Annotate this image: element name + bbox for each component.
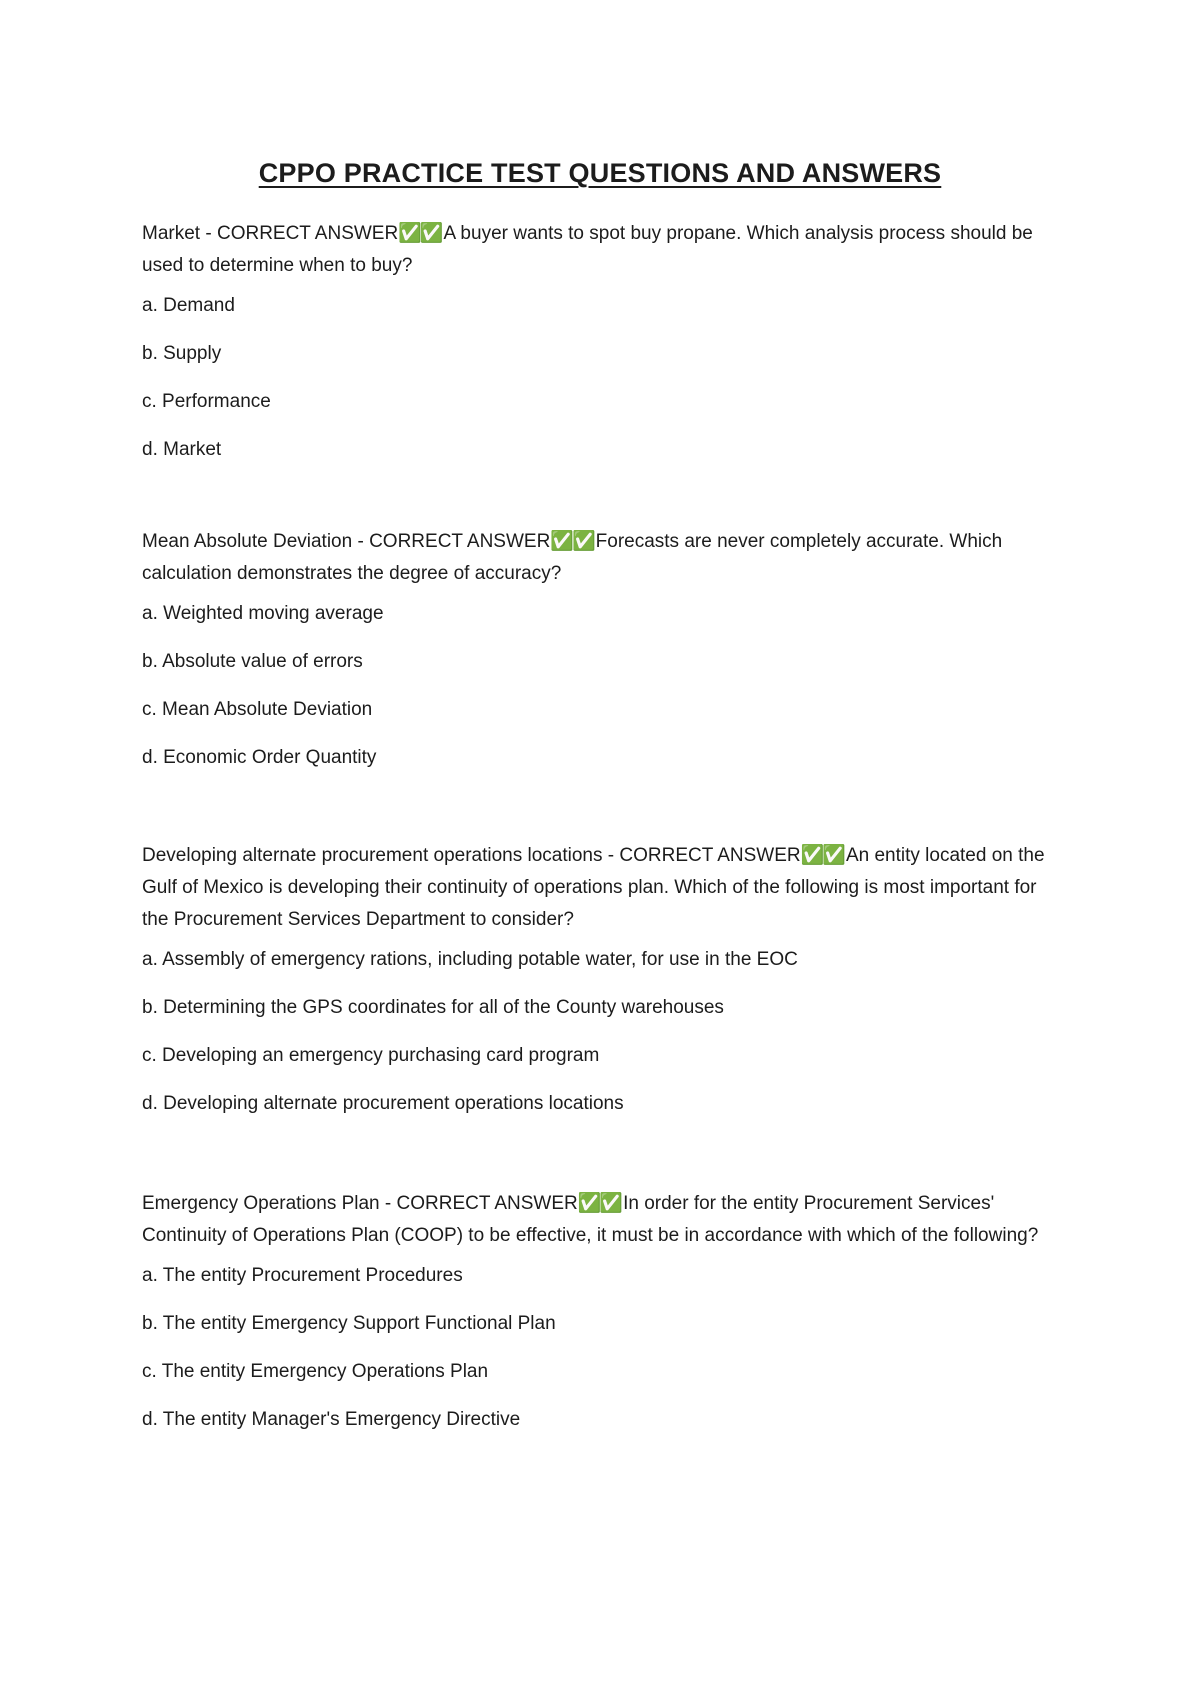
answer-option: a. Assembly of emergency rations, including potable water, for use in the EOC bbox=[142, 949, 798, 970]
answer-option: c. The entity Emergency Operations Plan bbox=[142, 1361, 489, 1382]
answer-option: b. Determining the GPS coordinates for all of the County warehouses bbox=[142, 997, 724, 1018]
question-prompt: A buyer wants to spot buy propane. Which analysis process should be used to determine when to buy? bbox=[142, 223, 1033, 276]
question-block bbox=[142, 1188, 1062, 1432]
correct-answer-marker: CORRECT ANSWER bbox=[216, 223, 399, 244]
correct-answer-term: Developing alternate procurement operations locations bbox=[142, 845, 603, 866]
checkmark-icon: ✅✅ bbox=[577, 1193, 622, 1214]
question-block bbox=[142, 526, 1062, 770]
correct-answer-marker: CORRECT ANSWER bbox=[369, 531, 551, 552]
correct-answer-term: Market bbox=[142, 223, 201, 244]
answer-option: b. Supply bbox=[142, 343, 222, 364]
document-title: CPPO PRACTICE TEST QUESTIONS AND ANSWERS bbox=[258, 158, 942, 188]
answer-option: a. Weighted moving average bbox=[142, 603, 384, 624]
answer-option: d. Market bbox=[142, 439, 222, 460]
answer-option: d. The entity Manager's Emergency Directive bbox=[142, 1409, 521, 1430]
answer-options bbox=[142, 1264, 1062, 1432]
question-text: Emergency Operations Plan - CORRECT ANSWER✅✅ In order for the entity Procurement Services' Continuity of Operations Plan (COOP) to be effective, it must be in accordance with which of the following? bbox=[142, 1193, 1039, 1246]
answer-option: c. Performance bbox=[142, 391, 271, 412]
correct-answer-marker: CORRECT ANSWER bbox=[619, 845, 801, 866]
answer-options bbox=[142, 294, 1062, 462]
correct-answer-term: Mean Absolute Deviation bbox=[142, 531, 353, 552]
question-prompt: An entity located on the Gulf of Mexico is developing their continuity of operations plan. Which of the following is most important for the Procurement Services Department to consider? bbox=[142, 845, 1045, 930]
answer-option: a. The entity Procurement Procedures bbox=[142, 1265, 463, 1286]
answer-option: b. The entity Emergency Support Functional Plan bbox=[142, 1313, 556, 1334]
checkmark-icon: ✅✅ bbox=[800, 845, 844, 866]
answer-option: d. Developing alternate procurement operations locations bbox=[142, 1093, 624, 1114]
question-prompt: In order for the entity Procurement Services' Continuity of Operations Plan (COOP) to be effective, it must be in accordance with which of the following? bbox=[142, 1193, 1039, 1246]
question-block bbox=[142, 218, 1062, 462]
question-block bbox=[142, 840, 1062, 1116]
answer-option: d. Economic Order Quantity bbox=[142, 747, 377, 768]
correct-answer-term: Emergency Operations Plan bbox=[142, 1193, 380, 1214]
question-prompt: Forecasts are never completely accurate. Which calculation demonstrates the degree of accuracy? bbox=[142, 531, 1003, 584]
checkmark-icon: ✅✅ bbox=[398, 223, 442, 244]
answer-option: c. Developing an emergency purchasing card program bbox=[142, 1045, 600, 1066]
correct-answer-marker: CORRECT ANSWER bbox=[396, 1193, 578, 1214]
answer-option: a. Demand bbox=[142, 295, 235, 316]
question-text: Mean Absolute Deviation - CORRECT ANSWER✅✅ Forecasts are never completely accurate. Which calculation demonstrates the degree of accuracy? bbox=[142, 531, 1003, 584]
question-list bbox=[142, 218, 1062, 1496]
answer-options bbox=[142, 602, 1062, 770]
question-text: Developing alternate procurement operations locations - CORRECT ANSWER✅✅ An entity located on the Gulf of Mexico is developing their continuity of operations plan. Which of the following is most important for the Procurement Services Department to consider? bbox=[142, 845, 1045, 930]
question-text: Market - CORRECT ANSWER✅✅ A buyer wants to spot buy propane. Which analysis process should be used to determine when to buy? bbox=[142, 223, 1033, 276]
answer-option: c. Mean Absolute Deviation bbox=[142, 699, 373, 720]
answer-options bbox=[142, 948, 1062, 1116]
answer-option: b. Absolute value of errors bbox=[142, 651, 363, 672]
checkmark-icon: ✅✅ bbox=[550, 531, 594, 552]
